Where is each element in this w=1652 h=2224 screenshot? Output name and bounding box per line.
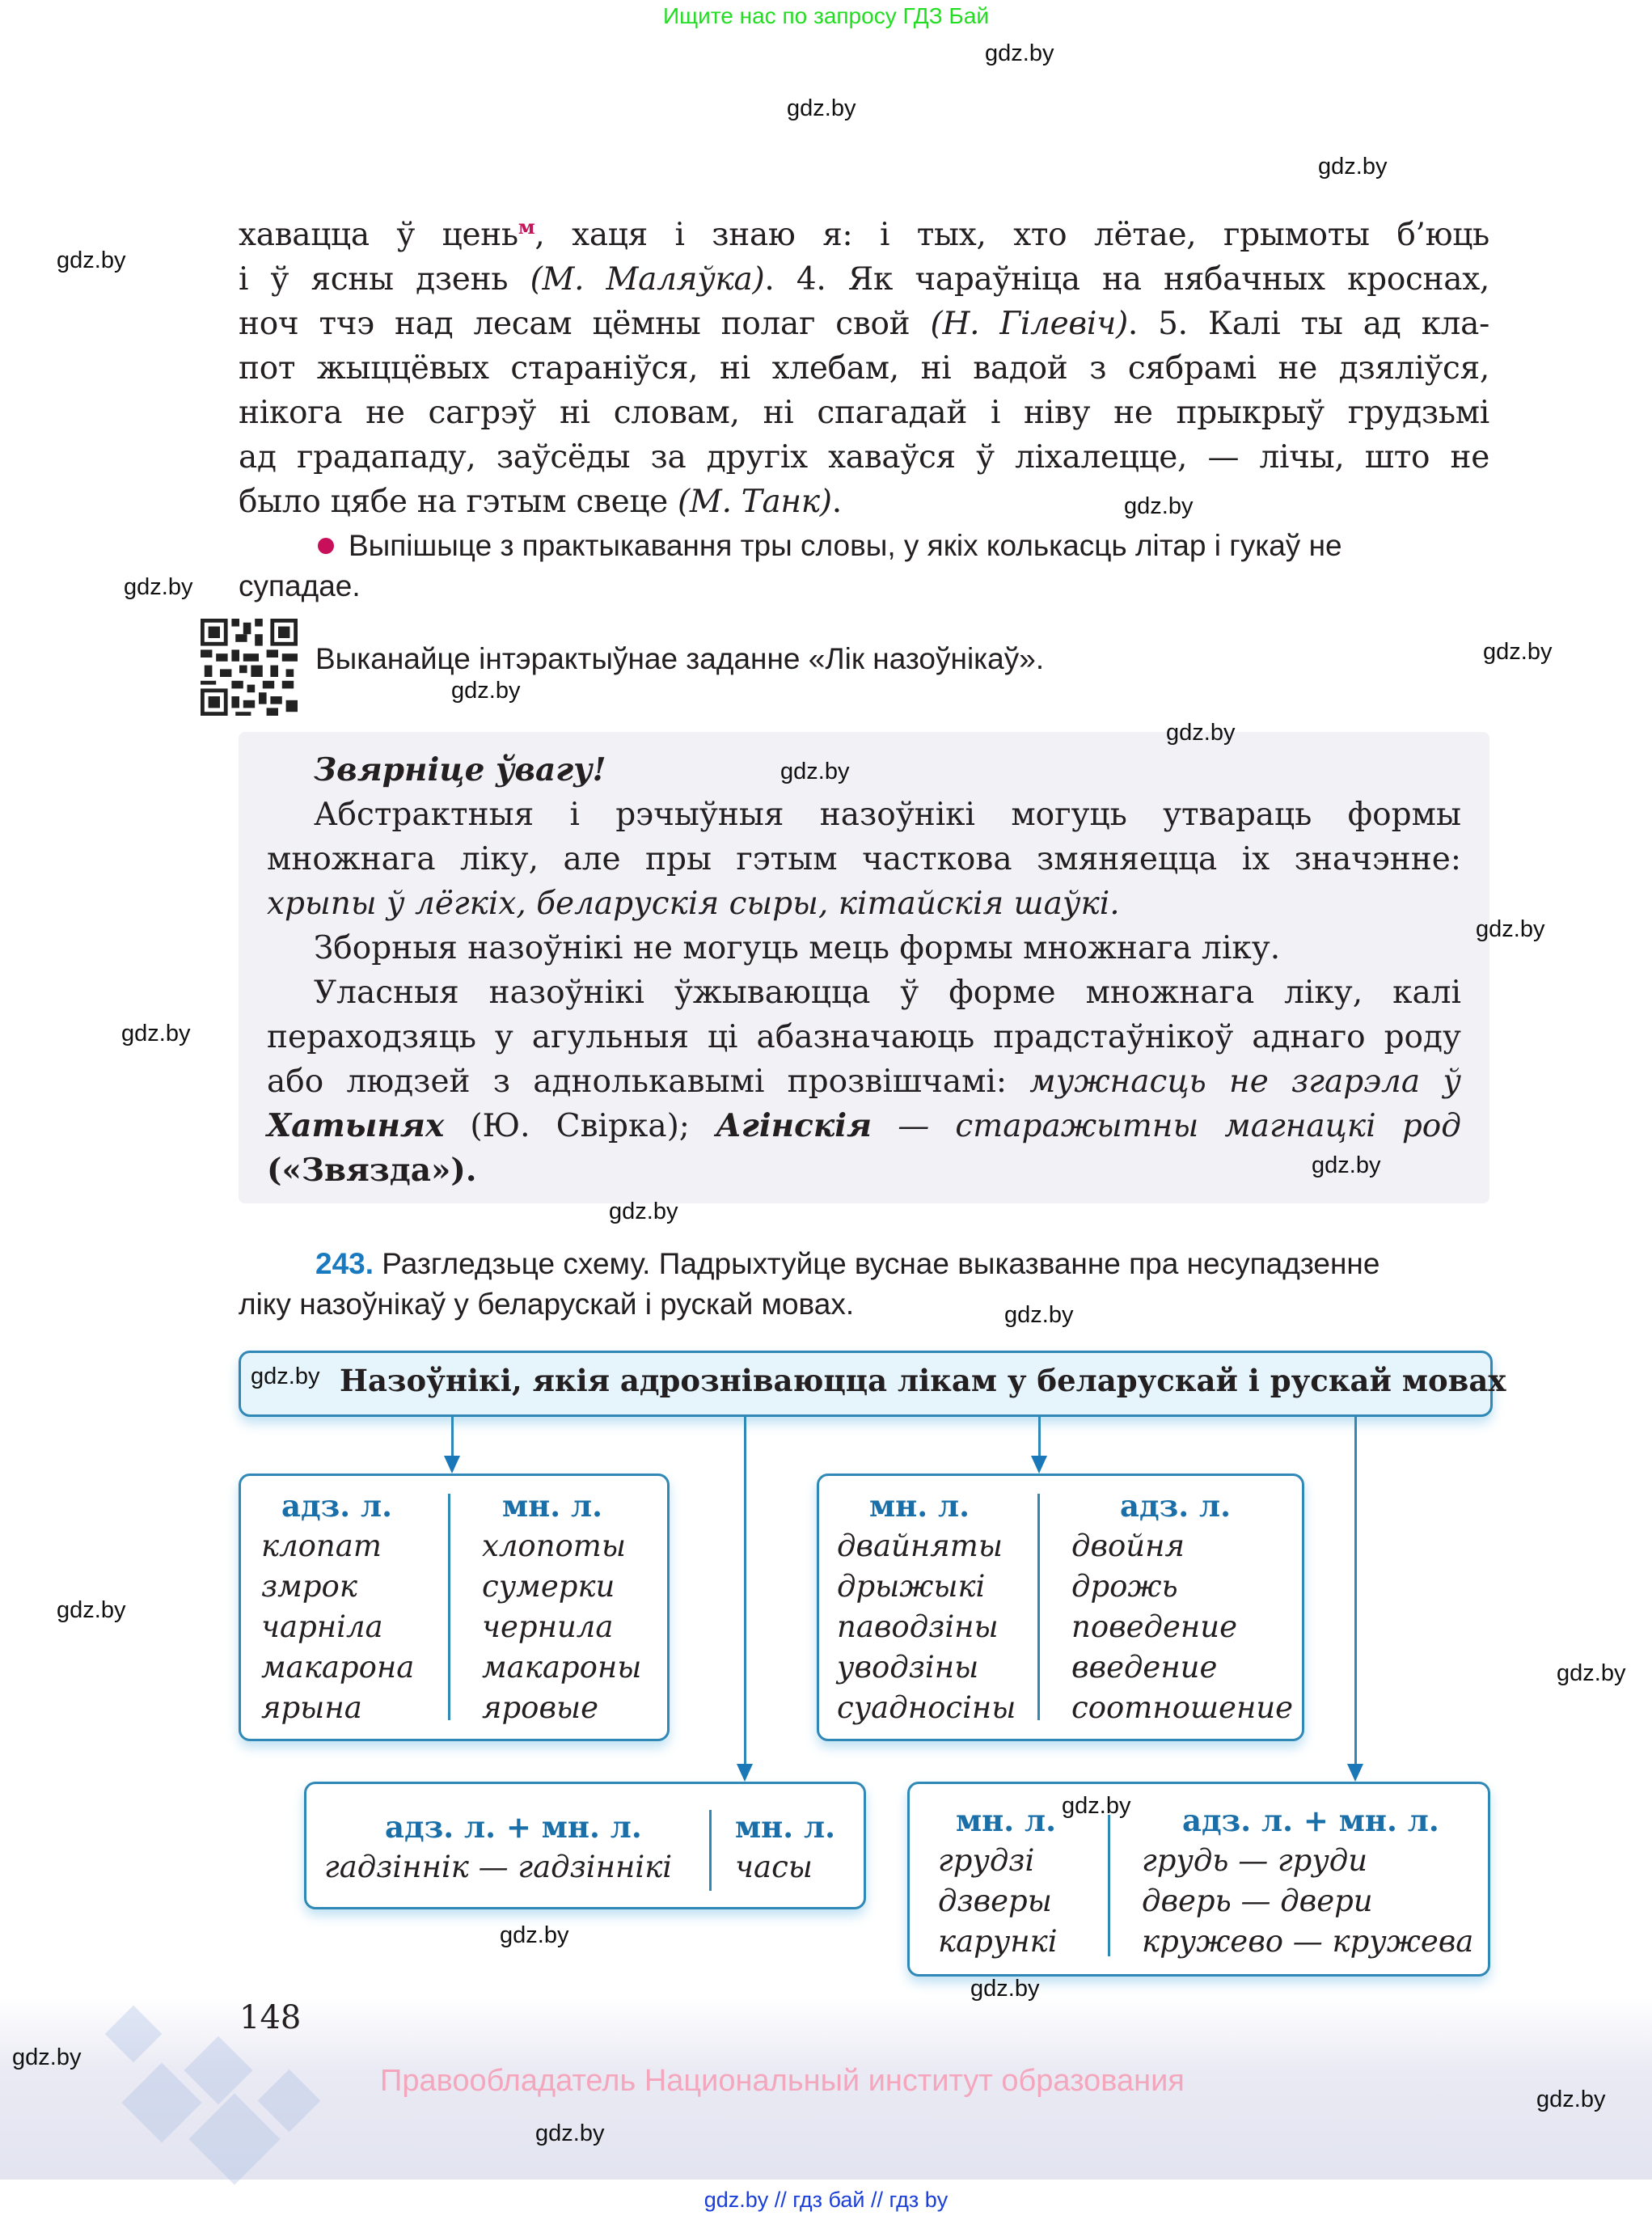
watermark-text: gdz.by xyxy=(535,2120,605,2146)
scheme-box-singular-plural xyxy=(239,1474,670,1741)
bullet-line xyxy=(239,526,1489,566)
column-header: адз. л. xyxy=(281,1488,392,1524)
word: грудзі xyxy=(938,1843,1035,1878)
word: поведение xyxy=(1071,1609,1237,1644)
column-left xyxy=(261,1486,414,1728)
note-line: пераходзяць у агульныя ці абазначаюць прадстаўнікоў аднаго роду xyxy=(267,1019,1461,1055)
interactive-task xyxy=(315,639,1447,679)
watermark-text: gdz.by xyxy=(1476,916,1545,942)
watermark-text: gdz.by xyxy=(1062,1793,1131,1819)
text: ноч тчэ над лесам цёмны полаг свой xyxy=(239,306,931,342)
scheme-box-plural-singular xyxy=(817,1474,1304,1741)
watermark-text: gdz.by xyxy=(970,1976,1040,2002)
text: Разгледзьце схему. Падрыхтуйце вуснае выказванне пра несупадзенне xyxy=(374,1247,1380,1280)
example: — старажытны магнацкі род xyxy=(872,1108,1461,1144)
column-left xyxy=(938,1800,1058,1962)
arrow-down-icon xyxy=(1031,1456,1047,1474)
word: чарніла xyxy=(261,1609,383,1644)
exercise-243 xyxy=(239,1244,1489,1325)
note-line: («Звязда»). xyxy=(267,1152,477,1189)
word: соотношение xyxy=(1071,1690,1294,1725)
decor-diamond xyxy=(258,2070,321,2133)
watermark-text: gdz.by xyxy=(1318,154,1388,180)
decor-diamond xyxy=(184,2036,253,2105)
text: і ў ясны дзень xyxy=(239,261,530,298)
text: . 4. Як чараўніца на нябачных кроснах, xyxy=(764,261,1489,298)
word: суадносіны xyxy=(837,1690,1016,1725)
watermark-text: gdz.by xyxy=(609,1199,678,1224)
watermark-text: gdz.by xyxy=(1536,2087,1606,2112)
connector-line xyxy=(451,1414,454,1459)
word: дверь — двери xyxy=(1142,1884,1373,1918)
attention-note xyxy=(239,732,1489,1203)
note-line xyxy=(267,1104,1461,1148)
body-line: ад градападу, заўсёды за другіх хаваўся ў ліхалецце, — лічы, што не xyxy=(239,439,1489,476)
top-banner: Ищите нас по запросу ГДЗ Бай xyxy=(662,3,990,28)
word: макароны xyxy=(482,1650,642,1685)
word: карункі xyxy=(938,1924,1058,1959)
exercise-number: 243. xyxy=(315,1247,374,1280)
word: яровые xyxy=(482,1690,599,1725)
word: уводзіны xyxy=(837,1650,979,1685)
scheme-box-both-plural xyxy=(304,1782,866,1909)
example: Хатынях xyxy=(267,1107,445,1144)
bottom-links[interactable]: gdz.by // гдз бай // гдз by xyxy=(703,2188,949,2212)
text: хавацца ў цень xyxy=(239,217,518,253)
watermark-text: gdz.by xyxy=(985,40,1054,66)
watermark-text: gdz.by xyxy=(1124,493,1194,519)
watermark-text: gdz.by xyxy=(121,1021,191,1046)
watermark-text: gdz.by xyxy=(1557,1660,1626,1686)
body-line: нікога не сагрэў ні словам, ні спагадай і ніву не прыкрыў грудзьмі xyxy=(239,395,1489,431)
note-line: Абстрактныя і рэчыўныя назоўнікі могуць утвараць формы xyxy=(314,797,1461,833)
word: клопат xyxy=(261,1528,382,1563)
exercise-line xyxy=(239,1244,1489,1284)
text: было цябе на гэтым свеце xyxy=(239,484,678,520)
watermark-text: gdz.by xyxy=(12,2044,82,2070)
column-left xyxy=(837,1486,1016,1728)
column-header: адз. л. xyxy=(1120,1488,1231,1524)
column-left xyxy=(324,1807,672,1888)
watermark-text: gdz.by xyxy=(1312,1152,1381,1178)
bullet-icon xyxy=(318,538,334,554)
arrow-down-icon xyxy=(1347,1764,1363,1782)
watermark-text: gdz.by xyxy=(451,678,521,704)
word: двойня xyxy=(1071,1528,1185,1563)
word: хлопоты xyxy=(482,1528,627,1563)
note-content xyxy=(267,748,1461,1193)
scheme-title: Назоўнікі, якія адрозніваюцца лікам у беларускай і рускай мовах xyxy=(340,1363,1506,1398)
column-right xyxy=(735,1807,835,1888)
note-line: множнага ліку, але пры гэтым часткова змяняецца іх значэнне: xyxy=(267,841,1461,877)
word: кружево — кружева xyxy=(1142,1924,1474,1959)
body-line xyxy=(239,480,1489,524)
word: дрыжыкі xyxy=(837,1569,986,1604)
text: , хаця і знаю я: і тых, хто лётае, грымоты б’юць xyxy=(534,217,1489,253)
author-citation: (Н. Гілевіч) xyxy=(930,306,1128,342)
column-right xyxy=(482,1486,641,1728)
text: . 5. Калі ты ад кла- xyxy=(1127,306,1489,342)
watermark-text: gdz.by xyxy=(1166,720,1236,746)
word: гадзіннік — гадзіннікі xyxy=(324,1850,673,1884)
column-right xyxy=(1142,1800,1473,1962)
column-right xyxy=(1071,1486,1293,1728)
decor-diamond xyxy=(105,2006,163,2063)
column-header: мн. л. xyxy=(735,1809,835,1845)
connector-line xyxy=(1038,1414,1041,1459)
column-divider xyxy=(1037,1494,1040,1720)
watermark-text: gdz.by xyxy=(1004,1302,1074,1328)
text: (Ю. Свірка); xyxy=(444,1108,716,1144)
author-citation: (М. Маляўка) xyxy=(530,261,765,298)
note-line: Зборныя назоўнікі не могуць мець формы множнага ліку. xyxy=(314,930,1281,966)
word: дрожь xyxy=(1071,1569,1178,1604)
watermark-text: gdz.by xyxy=(57,1597,126,1623)
example: Агінскія xyxy=(716,1107,872,1144)
body-paragraph xyxy=(239,205,1489,524)
interactive-task-text: Выканайце інтэрактыўнае заданне «Лік назоўнікаў». xyxy=(315,642,1045,675)
arrow-down-icon xyxy=(444,1456,460,1474)
note-line xyxy=(267,1059,1461,1104)
word: сумерки xyxy=(482,1569,615,1604)
word: змрок xyxy=(261,1569,357,1604)
page-number: 148 xyxy=(239,1999,302,2036)
watermark-text: gdz.by xyxy=(1483,639,1553,665)
word: введение xyxy=(1071,1650,1218,1685)
word: ярына xyxy=(261,1690,362,1725)
scheme-box-plural-both xyxy=(907,1782,1490,1977)
watermark-text: gdz.by xyxy=(57,247,126,273)
body-line xyxy=(239,205,1489,257)
author-citation: (М. Танк) xyxy=(678,484,832,520)
copyright-text: Правообладатель Национальный институт образования xyxy=(380,2064,1185,2098)
exercise-line: ліку назоўнікаў у беларускай і рускай мовах. xyxy=(239,1287,855,1321)
bullet-line: супадае. xyxy=(239,569,361,603)
example: мужнасць не згарэла ў xyxy=(1029,1063,1461,1100)
word: двайняты xyxy=(837,1528,1003,1563)
note-title: Звярніце ўвагу! xyxy=(314,751,606,789)
scheme-header xyxy=(239,1351,1506,1417)
text: або людзей з аднолькавымі прозвішчамі: xyxy=(267,1063,1030,1100)
note-examples: хрыпы ў лёгкіх, беларускія сыры, кітайскія шаўкі. xyxy=(267,886,1120,922)
connector-line xyxy=(744,1414,746,1766)
word: чернила xyxy=(482,1609,614,1644)
watermark-text: gdz.by xyxy=(251,1364,320,1389)
column-header: мн. л. xyxy=(869,1488,970,1524)
watermark-text: gdz.by xyxy=(780,759,850,784)
note-line: Уласныя назоўнікі ўжываюцца ў форме множнага ліку, калі xyxy=(314,975,1461,1011)
text: Выпішыце з практыкавання тры словы, у якіх колькасць літар і гукаў не xyxy=(349,529,1342,562)
watermark-text: gdz.by xyxy=(787,95,856,121)
watermark-text: gdz.by xyxy=(124,574,193,600)
column-divider xyxy=(709,1810,712,1891)
column-header: адз. л. + мн. л. xyxy=(385,1809,642,1845)
body-line: пот жыццёвых стараніўся, ні хлебам, ні вадой з сябрамі не дзяліўся, xyxy=(239,350,1489,387)
word: дзверы xyxy=(938,1884,1052,1918)
arrow-down-icon xyxy=(737,1764,753,1782)
bullet-task xyxy=(239,526,1489,607)
body-line xyxy=(239,302,1489,346)
column-header: адз. л. + мн. л. xyxy=(1182,1803,1439,1838)
qr-code-icon[interactable] xyxy=(201,619,298,716)
footnote-marker: м xyxy=(518,215,535,239)
body-line xyxy=(239,257,1489,302)
column-divider xyxy=(448,1494,450,1720)
watermark-text: gdz.by xyxy=(500,1922,569,1948)
column-header: мн. л. xyxy=(956,1803,1056,1838)
column-header: мн. л. xyxy=(502,1488,602,1524)
word: паводзіны xyxy=(837,1609,999,1644)
column-divider xyxy=(1108,1815,1110,1956)
text: . xyxy=(831,484,842,520)
word: грудь — груди xyxy=(1142,1843,1368,1878)
word: часы xyxy=(735,1850,813,1884)
word: макарона xyxy=(261,1650,415,1685)
connector-line xyxy=(1354,1414,1357,1766)
